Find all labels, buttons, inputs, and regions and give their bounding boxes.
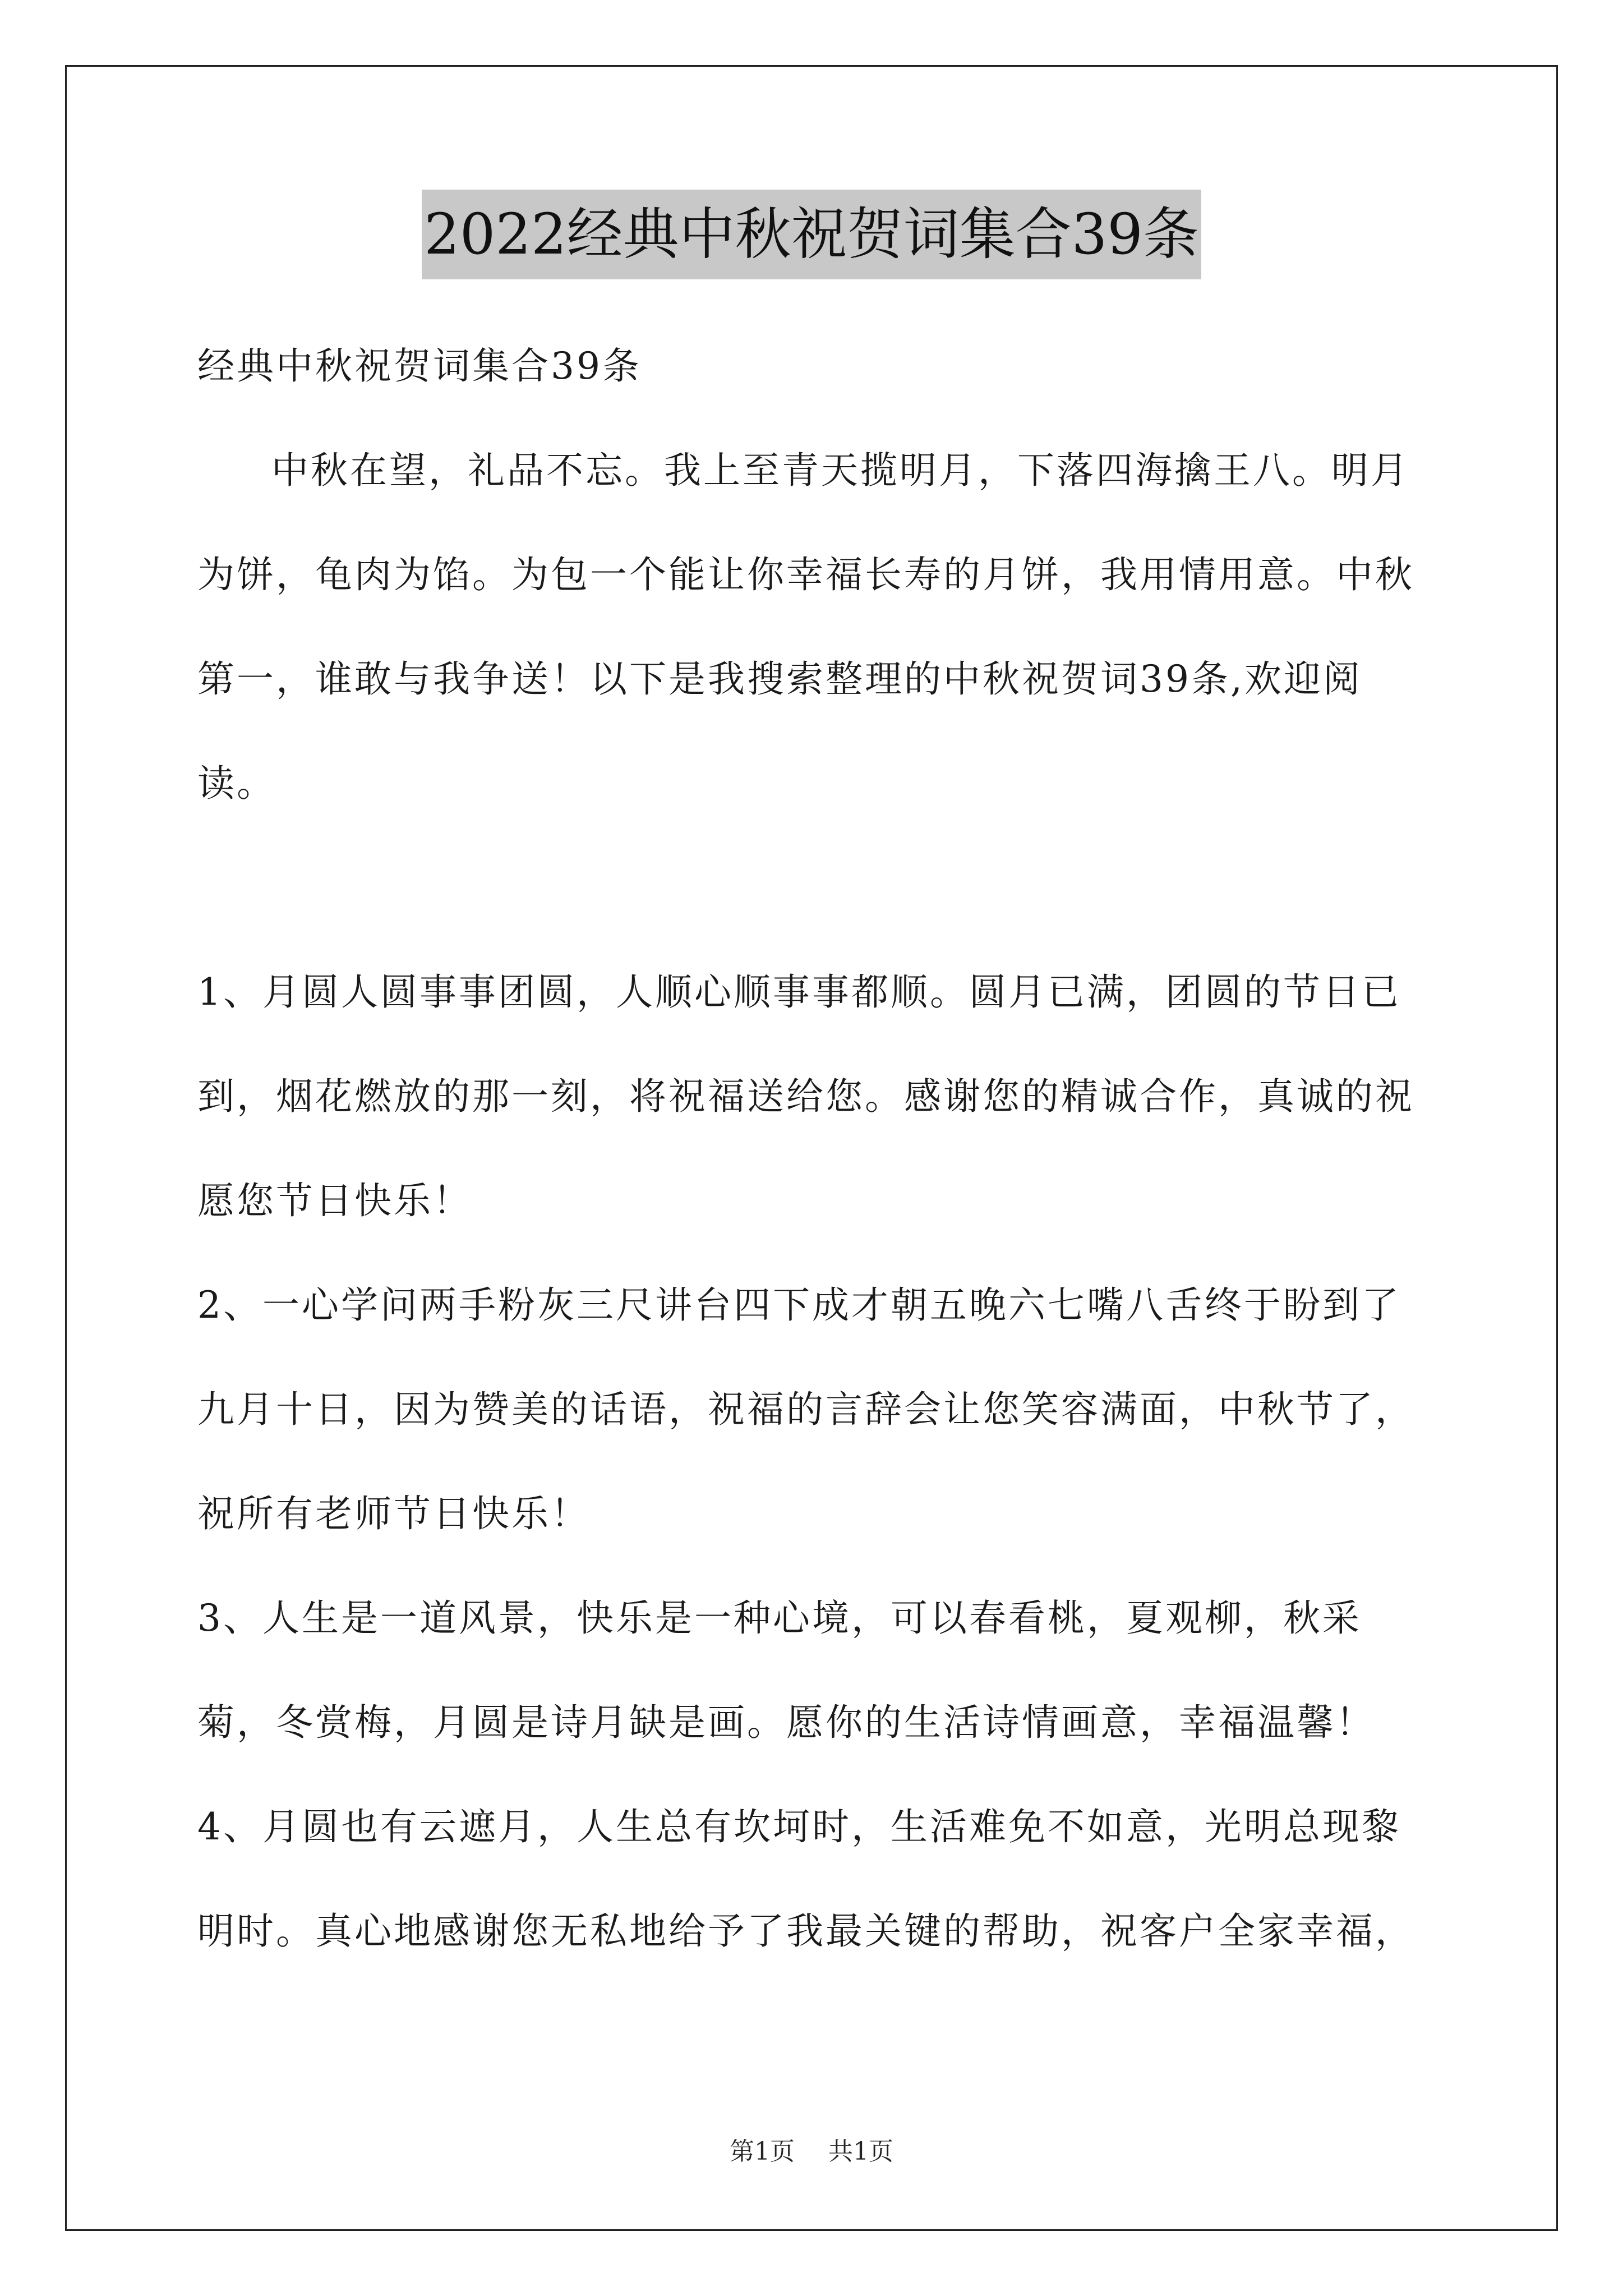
document-subtitle: 经典中秋祝贺词集合39条 (197, 344, 642, 388)
list-item-2: 2、一心学问两手粉灰三尺讲台四下成才朝五晚六七嘴八舌终于盼到了九月十日，因为赞美的话语，祝福的言辞会让您笑容满面，中秋节了，祝所有老师节日快乐！ (197, 1283, 1414, 1535)
document-title: 2022经典中秋祝贺词集合39条 (422, 190, 1201, 279)
list-item-4: 4、月圆也有云遮月，人生总有坎坷时，生活难免不如意，光明总现黎明时。真心地感谢您无私地给予了我最关键的帮助，祝客户全家幸福， (197, 1805, 1414, 1953)
list-item-3: 3、人生是一道风景，快乐是一种心境，可以春看桃，夏观柳，秋采菊，冬赏梅，月圆是诗月缺是画。愿你的生活诗情画意，幸福温馨！ (197, 1596, 1375, 1744)
document-body (197, 314, 1431, 1984)
page-total: 共1页 (828, 2137, 893, 2166)
title-container (0, 190, 1623, 279)
intro-paragraph: 中秋在望，礼品不忘。我上至青天揽明月，下落四海擒王八。明月为饼，龟肉为馅。为包一个能让你幸福长寿的月饼，我用情用意。中秋第一，谁敢与我争送！以下是我搜索整理的中秋祝贺词39条,欢迎阅读。 (197, 449, 1414, 805)
page-footer (0, 2135, 1623, 2169)
page-number: 第1页 (730, 2137, 795, 2166)
list-item-1: 1、月圆人圆事事团圆，人顺心顺事事都顺。圆月已满，团圆的节日已到，烟花燃放的那一刻，将祝福送给您。感谢您的精诚合作，真诚的祝愿您节日快乐！ (197, 970, 1414, 1222)
paragraph-spacer (197, 836, 1431, 940)
